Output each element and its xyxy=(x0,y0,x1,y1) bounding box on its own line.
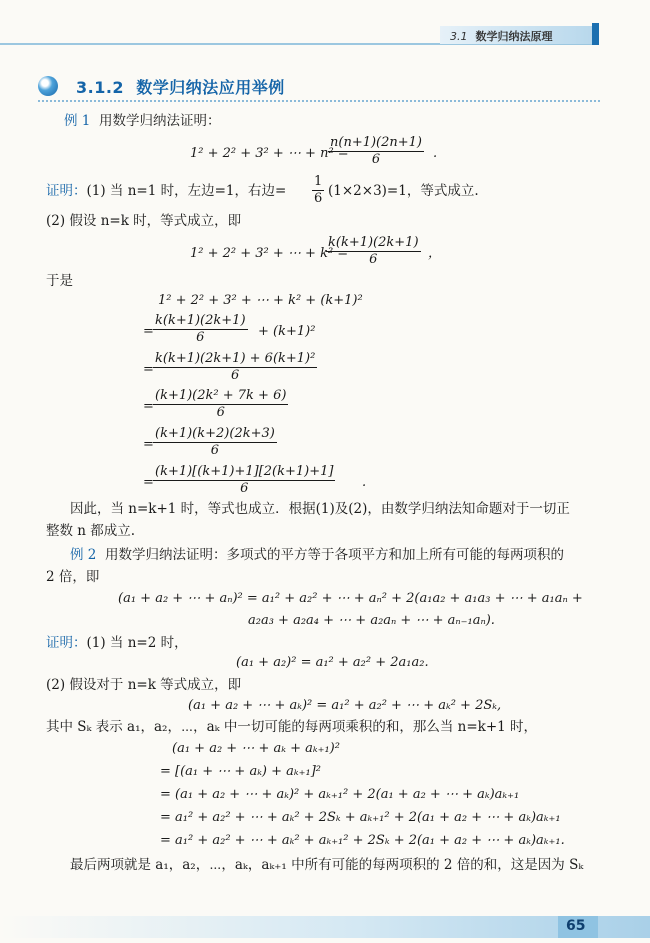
ex1-derivation-line1-fraction xyxy=(153,313,248,346)
ex1-conclusion-line2: 整数 n 都成立. xyxy=(46,523,136,539)
ex1-step2: (2) 假设 n=k 时，等式成立，即 xyxy=(46,213,242,229)
ex1-derivation-line5-fraction xyxy=(153,464,335,497)
ex1-l5-period: . xyxy=(362,475,367,490)
header-accent-bar xyxy=(592,23,599,45)
ex1-hyp-fraction xyxy=(326,235,421,268)
ex1-formula-fraction xyxy=(328,135,424,168)
example-1-prompt: 用数学归纳法证明： xyxy=(98,113,221,129)
section-title xyxy=(76,75,285,98)
example-2-statement xyxy=(70,546,564,564)
ex1-derivation-line4-fraction xyxy=(153,426,277,459)
page-number: 65 xyxy=(566,918,586,934)
example-1-statement xyxy=(64,112,220,130)
section-title-text: 数学归纳法应用举例 xyxy=(136,78,285,97)
ex1-l1-denominator: 6 xyxy=(196,330,205,345)
ex1-l2-numerator: k(k+1)(2k+1) + 6(k+1)² xyxy=(155,351,316,366)
ex2-derivation-line0: (a₁ + a₂ + ⋯ + aₖ + aₖ₊₁)² xyxy=(172,741,340,756)
header-chapter-title: 数学归纳法原理 xyxy=(475,30,553,43)
ex1-l3-numerator: (k+1)(2k² + 7k + 6) xyxy=(155,388,287,403)
example-2-label: 例 2 xyxy=(70,547,97,563)
running-header xyxy=(450,28,553,44)
ex1-derivation-line3-fraction xyxy=(153,388,288,421)
ex2-formula-line2: a₂a₃ + a₂a₄ + ⋯ + a₂aₙ + ⋯ + aₙ₋₁aₙ). xyxy=(248,613,495,628)
ex1-formula-numerator: n(n+1)(2n+1) xyxy=(330,135,423,150)
ex1-l5-numerator: (k+1)[(k+1)+1][2(k+1)+1] xyxy=(155,464,334,479)
ex2-derivation-line1: = [(a₁ + ⋯ + aₖ) + aₖ₊₁]² xyxy=(160,764,322,779)
ex1-step1-fraction xyxy=(312,174,324,207)
ex2-step1 xyxy=(46,634,188,652)
example-2-prompt-cont: 2 倍，即 xyxy=(46,569,100,585)
ex1-derivation-line0: 1² + 2² + 3² + ⋯ + k² + (k+1)² xyxy=(158,293,363,308)
ex1-hyp-numerator: k(k+1)(2k+1) xyxy=(328,235,419,250)
ex1-eq-1: = xyxy=(143,324,154,339)
ex1-l5-denominator: 6 xyxy=(240,481,249,496)
section-bullet-icon xyxy=(38,76,58,96)
ex1-proof-label: 证明： xyxy=(46,183,87,199)
ex1-eq-5: = xyxy=(143,475,154,490)
ex2-where: 其中 Sₖ 表示 a₁，a₂，⋯，aₖ 中一切可能的每两项乘积的和，那么当 n=k+1 时， xyxy=(46,719,538,735)
ex1-l3-denominator: 6 xyxy=(216,405,225,420)
ex1-step1 xyxy=(46,182,286,200)
ex1-hyp-denominator: 6 xyxy=(369,252,378,267)
ex1-thus: 于是 xyxy=(46,273,73,289)
ex2-step1-text: (1) 当 n=2 时， xyxy=(86,635,188,651)
ex1-formula-period: . xyxy=(433,146,438,161)
section-number: 3.1.2 xyxy=(76,78,125,97)
ex2-proof-label: 证明： xyxy=(46,635,87,651)
ex1-derivation-line2-fraction xyxy=(153,351,317,384)
ex1-l4-denominator: 6 xyxy=(210,443,220,458)
ex1-step1-numerator: 1 xyxy=(314,174,323,189)
ex1-hyp-lhs: 1² + 2² + 3² + ⋯ + k² = xyxy=(190,246,349,261)
ex2-last-line: 最后两项就是 a₁，a₂，⋯，aₖ，aₖ₊₁ 中所有可能的每两项积的 2 倍的和，这是因为 Sₖ xyxy=(70,857,584,873)
header-section-num: 3.1 xyxy=(450,30,468,43)
ex1-l4-numerator: (k+1)(k+2)(2k+3) xyxy=(155,426,275,441)
ex1-hyp-tail: ， xyxy=(428,246,442,261)
ex2-formula-line1: (a₁ + a₂ + ⋯ + aₙ)² = a₁² + a₂² + ⋯ + aₙ² + 2(a₁a₂ + a₁a₃ + ⋯ + a₁aₙ + xyxy=(118,591,583,606)
example-1-label: 例 1 xyxy=(64,113,91,129)
ex1-formula-denominator: 6 xyxy=(371,152,381,167)
ex2-derivation-line3: = a₁² + a₂² + ⋯ + aₖ² + 2Sₖ + aₖ₊₁² + 2(a₁ + a₂ + ⋯ + aₖ)aₖ₊₁ xyxy=(160,810,561,825)
ex1-formula-lhs: 1² + 2² + 3² + ⋯ + n² = xyxy=(190,146,349,161)
ex2-derivation-line2: = (a₁ + a₂ + ⋯ + aₖ)² + aₖ₊₁² + 2(a₁ + a₂ + ⋯ + aₖ)aₖ₊₁ xyxy=(160,787,520,802)
ex1-eq-2: = xyxy=(143,362,154,377)
ex2-derivation-line4: = a₁² + a₂² + ⋯ + aₖ² + aₖ₊₁² + 2Sₖ + 2(a₁ + a₂ + ⋯ + aₖ)aₖ₊₁. xyxy=(160,833,565,848)
ex1-l1-tail: + (k+1)² xyxy=(258,324,316,339)
ex2-step2-formula: (a₁ + a₂ + ⋯ + aₖ)² = a₁² + a₂² + ⋯ + aₖ² + 2Sₖ, xyxy=(188,698,502,713)
ex1-step1-text: (1) 当 n=1 时，左边=1，右边= xyxy=(86,183,287,199)
ex1-conclusion-line1: 因此，当 n=k+1 时，等式也成立．根据(1)及(2)，由数学归纳法知命题对于一切正 xyxy=(70,501,570,517)
ex2-step1-formula: (a₁ + a₂)² = a₁² + a₂² + 2a₁a₂. xyxy=(236,655,429,670)
section-divider xyxy=(38,100,600,102)
ex1-l1-numerator: k(k+1)(2k+1) xyxy=(155,313,246,328)
ex1-step1-tail: (1×2×3)=1，等式成立. xyxy=(328,183,479,199)
ex1-step1-denominator: 6 xyxy=(314,191,323,206)
ex2-step2: (2) 假设对于 n=k 等式成立，即 xyxy=(46,677,242,693)
footer-band xyxy=(0,916,650,938)
ex1-l2-denominator: 6 xyxy=(231,368,240,383)
ex1-eq-4: = xyxy=(143,437,154,452)
ex1-eq-3: = xyxy=(143,399,154,414)
example-2-prompt: 用数学归纳法证明：多项式的平方等于各项平方和加上所有可能的每两项积的 xyxy=(104,547,564,563)
